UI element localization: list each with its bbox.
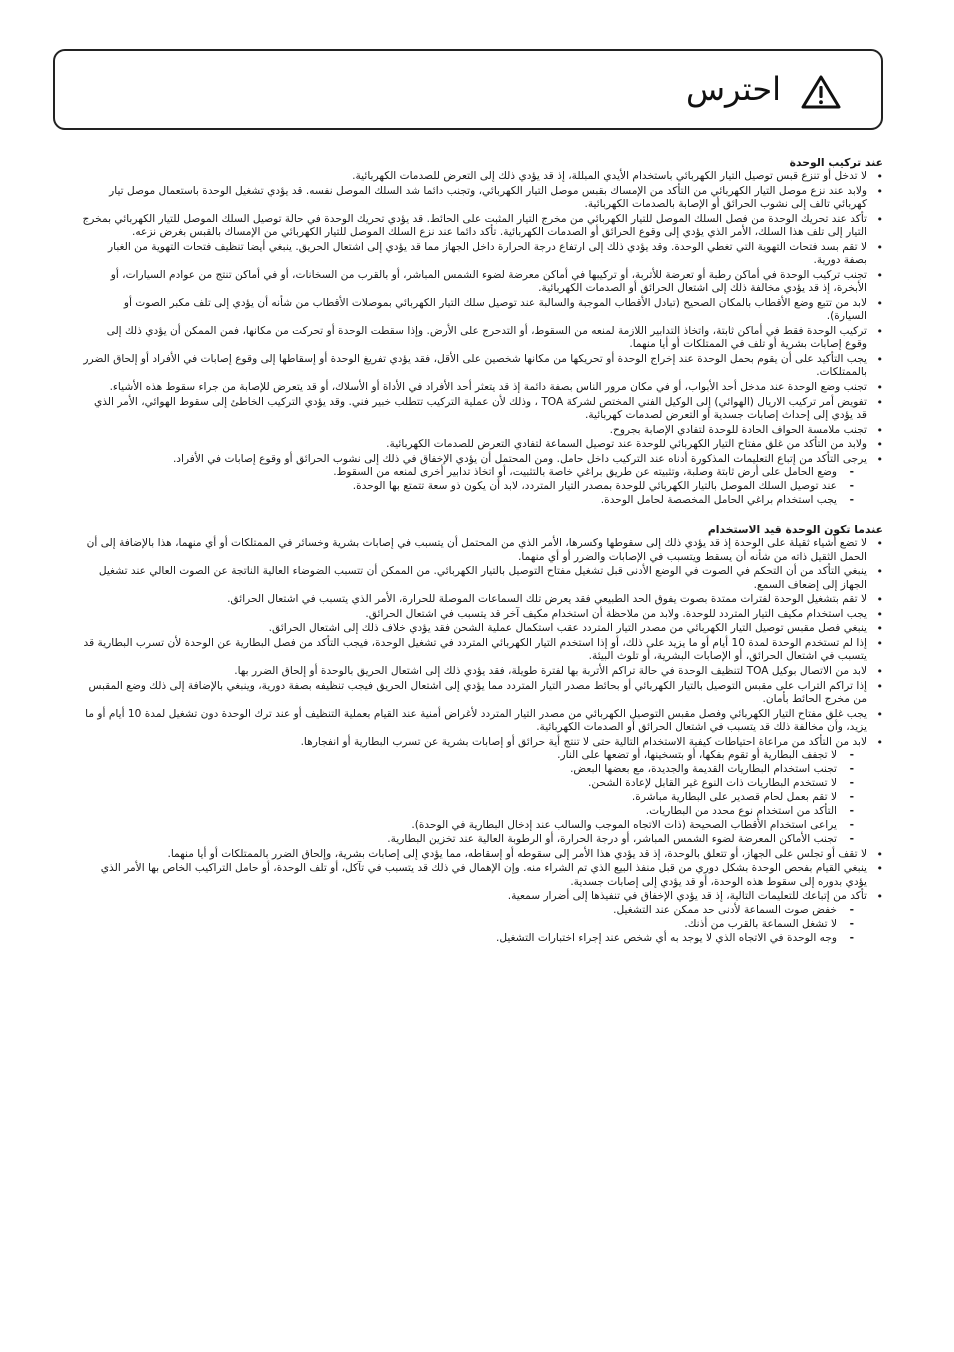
bullet-item: • لا تضع أشياء ثقيلة على الوحدة إذ قد يؤدي ذلك إلى سقوطها وكسرها، الأمر الذي من المحتمل أن يتسبب في إصابات بشرية وخسائر في الممتلكات أو أي منهما، هذا بالإضافة إلى أن الحمل الثقيل ذاته من شأنه أن يسقط ويتسبب في الإصابات والضرر أو أي منهما.	[80, 537, 883, 564]
dash-item: - وضع الحامل على أرض ثابتة وصلبة، وتثبيته عن طريق براغي خاصة بالتثبيت، أو اتخاذ تدابير أخرى لمنعه من السقوط.	[82, 466, 867, 479]
bullet-item: • يجب التأكيد على أن يقوم بحمل الوحدة عند إخراج الوحدة أو تحريكها من مكانها شخصين على الأقل، فقد يؤدي تفريغ الوحدة أو إسقاطها إلى وقوع إصابات في الأفراد أو إلحاق الضرر بالممتلكات.	[80, 353, 883, 380]
bullet-item: • تفويض أمر تركيب الاريال (الهوائي) إلى الوكيل الفني المختص لشركة TOA ، وذلك لأن عملية التركيب تتطلب خبير فني. وقد يؤدي التركيب الخاطئ إلى سقوط الهوائي، الأمر الذي قد يؤدي إلى إحداث إصابات جسدية أو التعرض لصدمات كهربائية.	[80, 396, 883, 423]
dash-item: - تجنب الأماكن المعرضة لضوء الشمس المباشر، أو درجة الحرارة، أو الرطوبة العالية عند تخزين البطارية.	[82, 833, 867, 846]
dash-item: - عند توصيل السلك الموصل بالتيار الكهربائي للوحدة بمصدر التيار المتردد، لابد أن يكون ذو سعة تتمتع بها الوحدة.	[82, 480, 867, 493]
dash-item: - لا تستخدم البطاريات ذات النوع غير القابل لإعادة الشحن.	[82, 777, 867, 790]
section-installation	[80, 156, 883, 508]
bullet-item: • لا تقم بتشغيل الوحدة لفترات ممتدة بصوت يفوق الحد الطبيعي فقد يعرض تلك السماعات الموصلة للحرارة، الأمر الذي يتسبب في اشتعال الحرائق.	[80, 593, 883, 606]
caution-title: احترس	[685, 70, 781, 108]
dash-item: - وجه الوحدة في الاتجاه الذي لا يوجد به أي شخص عند إجراء اختبارات التشغيل.	[82, 932, 867, 945]
bullet-list	[80, 537, 883, 945]
bullet-item: • تجنب ملامسة الحواف الحادة للوحدة لتفادي الإصابة بجروح.	[80, 424, 883, 437]
bullet-item: • تركيب الوحدة فقط في أماكن ثابتة، واتخاذ التدابير اللازمة لمنعه من السقوط، أو التدحرج على الأرض. وإذا سقطت الوحدة أو تحركت من مكانها، فمن الممكن أن يؤدي ذلك إلى وقوع إصابات بشرية أو تلف في الممتلكات أو أيا منهما.	[80, 325, 883, 352]
bullet-item: • تجنب وضع الوحدة عند مدخل أحد الأبواب، أو في مكان مرور الناس بصفة دائمة إذ قد يتعثر أحد الأفراد في الأداة أو الأسلاك، أو قد يتعرض للإصابة من جراء سقوط هذه الأشياء.	[80, 381, 883, 394]
dash-item: - لا تقم بعمل لحام قصدير على البطارية مباشرة.	[82, 791, 867, 804]
bullet-item: • لا تدخل أو تنزع قبس توصيل التيار الكهربائي باستخدام الأيدي المبللة، إذ قد يؤدي ذلك إلى التعرض للصدمات الكهربائية.	[80, 170, 883, 183]
dash-item: - لا تشغل السماعة بالقرب من أذنك.	[82, 918, 867, 931]
dash-item: - يراعى استخدام الأقطاب الصحيحة (ذات الاتجاه الموجب والسالب عند إدخال البطارية في الوحدة).	[82, 819, 867, 832]
bullet-item: • لابد من الاتصال بوكيل TOA لتنظيف الوحدة في حالة تراكم الأتربة بها لفترة طويلة، فقد يؤدي ذلك إلى اشتعال الحريق بالوحدة أو إلحاق الضرر بها.	[80, 665, 883, 678]
bullet-item: • لا تقم بسد فتحات التهوية التي تغطي الوحدة. وقد يؤدي ذلك إلى ارتفاع درجة الحرارة داخل الجهاز مما قد يؤدي إلى اشتعال الحريق. ينبغي أيضا تنظيف فتحات التهوية من الغبار بصفة دورية.	[80, 241, 883, 268]
dash-item: - التأكد من استخدام نوع محدد من البطاريات.	[82, 805, 867, 818]
bullet-item: • تجنب تركيب الوحدة في أماكن رطبة أو تعرضة للأتربة، أو تركيبها في أماكن معرضة لضوء الشمس المباشر، أو بالقرب من السخانات، أو في أماكن تنتج من عوادم السيارات، أو الأبخرة، إذ قد يؤدي مخالفة ذلك إلى اشتعال الحرائق أو الصدمات الكهربائية.	[80, 269, 883, 296]
bullet-item: • ينبغي القيام بفحص الوحدة بشكل دوري من قبل منفذ البيع الذي تم الشراء منه. وإن الإهمال في ذلك قد يتسبب في تآكل، أو تلف الوحدة، أو حامل التراكيب الخاص بها الأمر الذي يؤدي بدوره إلى سقوط هذه الوحدة، أو قد يؤدي إلى إصابات جسدية.	[80, 862, 883, 889]
bullet-item: • إذا لم تستخدم الوحدة لمدة 10 أيام أو ما يزيد على ذلك، أو إذا استخدم التيار الكهربائي المتردد في تشغيل الوحدة، فيجب التأكد من فصل البطارية عن الوحدة لأن تسرب البطارية قد يتسبب في اشتعال الحرائق، أو الإصابات البشرية، أو تلوث البيئة.	[80, 637, 883, 664]
caution-header-box	[53, 49, 883, 130]
bullet-item: • ينبغي التأكد من أن التحكم في الصوت في الوضع الأدنى قبل تشغيل مفتاح التوصيل بالتيار الكهربائي. من الممكن أن تتسبب الضوضاء العالية الناتجة عن الصوت العالي عند تشغيل الجهاز إلى إضعاف السمع.	[80, 565, 883, 592]
dash-sublist	[82, 749, 867, 846]
section-heading: عند تركيب الوحدة	[789, 156, 883, 169]
bullet-item-text: تأكد من إتباعك للتعليمات التالية، إذ قد يؤدي الإخفاق في تنفيذها إلى أضرار سمعية.	[507, 890, 867, 903]
dash-item: - يجب استخدام براغي الحامل المخصصة لحامل الوحدة.	[82, 494, 867, 507]
bullet-item-with-sublist	[80, 453, 883, 508]
section-in-use	[80, 523, 883, 945]
dash-item: - خفض صوت السماعة لأدنى حد ممكن عند التشغيل.	[82, 904, 867, 917]
bullet-item: • ولابد من التأكد من غلق مفتاح التيار الكهربائي للوحدة عند توصيل السماعة لتفادي التعرض للصدمات الكهربائية.	[80, 438, 883, 451]
bullet-item: • يجب غلق مفتاح التيار الكهربائي وفصل مقبس التوصيل الكهربائي من مصدر التيار المتردد لأغراض أمنية عند القيام بعملية التنظيف أو عند ترك الوحدة دون تشغيل لمدة 10 أيام أو ما يزيد، وأن مخالفة ذلك قد يتسبب في اشتعال الحرائق أو الصدمات الكهربائية.	[80, 708, 883, 735]
bullet-item: • ينبغي فصل مقبس توصيل التيار الكهربائي من مصدر التيار المتردد عقب استكمال عملية الشحن فقد يؤدي خلاف ذلك إلى اشتعال الحرائق.	[80, 622, 883, 635]
section-heading: عندما تكون الوحدة قيد الاستخدام	[707, 522, 883, 536]
bullet-item: • إذا تراكم التراب على مقبس التوصيل بالتيار الكهربائي أو بحائط مصدر التيار المتردد مما يؤدي إلى اشتعال الحريق فيجب تنظيفه بصفة دورية، وينبغي بالإضافة إلى ذلك وضع المقبس من مخرج الحائط بأمان.	[80, 680, 883, 707]
dash-sublist	[82, 466, 867, 507]
bullet-list	[80, 170, 883, 507]
bullet-item-text: يرجى التأكد من إتباع التعليمات المذكورة أدناه عند التركيب داخل حامل. ومن المحتمل أن يؤدي الإخفاق في ذلك إلى نشوب الحرائق أو وقوع إصابات في الأفراد.	[172, 452, 867, 465]
bullet-item: • يجب استخدام مكيف التيار المتردد للوحدة. ولابد من ملاحظة أن استخدام مكيف آخر قد يتسبب في اشتعال الحرائق.	[80, 608, 883, 621]
bullet-item-text: لابد من التأكد من مراعاة احتياطات كيفية الاستخدام التالية حتى لا تنتج أية حرائق أو إصابات بشرية عن تسرب البطارية أو انفجارها.	[300, 735, 867, 748]
bullet-item-with-sublist	[80, 890, 883, 945]
dash-item: - لا تجفف البطارية أو تقوم بفكها، أو بتسخينها، أو تضعها على النار.	[82, 749, 867, 762]
bullet-item: • ولابد عند نزع موصل التيار الكهربائي من التأكد من الإمساك بقبس موصل التيار الكهربائي، وتجنب دائما شد السلك الموصل نفسه. قد يؤدي تشغيل الوحدة باستعمال موصل تيار كهربائي تالف إلى نشوب الحرائق أو الإصابة بالصدمات الكهربائية.	[80, 185, 883, 212]
caution-content	[80, 156, 883, 946]
bullet-item: • لابد من تتبع وضع الأقطاب بالمكان الصحيح (تبادل الأقطاب الموجبة والسالبة عند توصيل سلك التيار الكهربائي بموصلات الأقطاب من شأنه أن يؤدي إلى تلف مكبر الصوت أو السيارة).	[80, 297, 883, 324]
bullet-item-with-sublist	[80, 736, 883, 847]
warning-triangle-icon	[801, 75, 841, 109]
bullet-item: • تأكد عند تحريك الوحدة من فصل السلك الموصل للتيار الكهربائي من مخرج التيار المثبت على الحائط. قد يؤدي تحريك الوحدة في حالة توصيل السلك الموصل للتيار الكهربائي بمخرج التيار إلى تلف هذا السلك، الأمر الذي يؤدي إلى وقوع الحرائق أو الصدمات الكهربائية. تأكد دائما عند نزع السلك الموصل للتيار الكهربائي من الإمساك بالقبس بغرض نزعه.	[80, 213, 883, 240]
bullet-item: • لا تقف أو تجلس على الجهاز، أو تتعلق بالوحدة، إذ قد يؤدي هذا الأمر إلى سقوطه أو إسقاطه، مما يؤدي إلى إصابات بشرية، وإلحاق الضرر بالممتلكات أو أيا منهما.	[80, 848, 883, 861]
dash-sublist	[82, 904, 867, 945]
dash-item: - تجنب استخدام البطاريات القديمة والجديدة، مع بعضها البعض.	[82, 763, 867, 776]
